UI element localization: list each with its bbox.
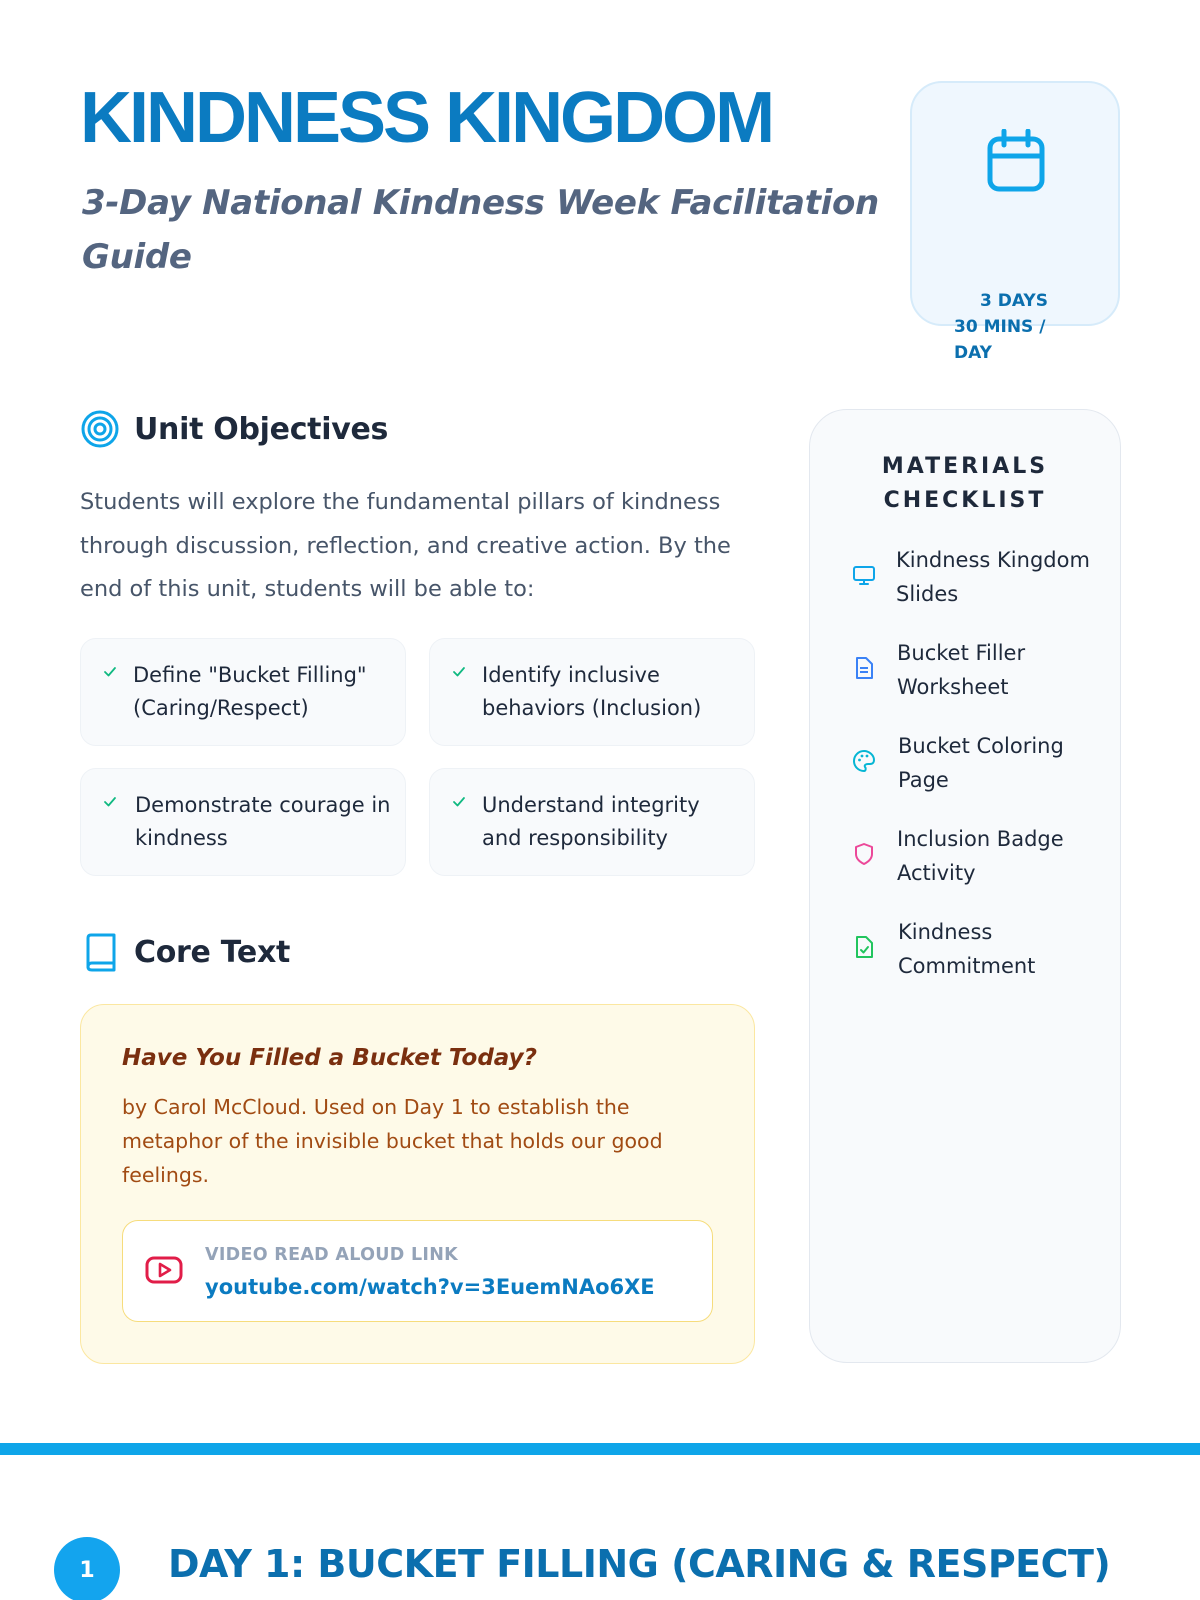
materials-checklist <box>809 409 1121 1363</box>
day-number-badge: 1 <box>54 1537 120 1600</box>
youtube-icon <box>145 1255 183 1285</box>
objective-card <box>429 768 755 876</box>
objective-card <box>80 768 406 876</box>
video-link-url[interactable]: youtube.com/watch?v=3EuemNAo6XE <box>205 1275 655 1299</box>
material-item <box>852 915 1112 987</box>
monitor-icon <box>852 563 876 587</box>
book-icon <box>80 932 120 972</box>
check-icon <box>452 795 466 809</box>
objective-card <box>80 638 406 746</box>
core-text-card <box>80 1004 755 1364</box>
check-icon <box>452 665 466 679</box>
book-description: by Carol McCloud. Used on Day 1 to establish the metaphor of the invisible bucket that holds our good feelings. <box>122 1095 663 1187</box>
page-title: KINDNESS KINGDOM <box>80 78 773 158</box>
target-icon <box>80 409 120 449</box>
core-text-heading-label: Core Text <box>134 934 291 970</box>
book-title: Have You Filled a Bucket Today? <box>122 1045 537 1071</box>
material-label: Inclusion Badge Activity <box>897 827 1064 885</box>
objectives-intro: Students will explore the fundamental pillars of kindness through discussion, reflection, and creative action. By the end of this unit, students will be able to: <box>80 489 731 602</box>
page-subtitle: 3-Day National Kindness Week Facilitation Guide <box>82 183 879 277</box>
file-check-icon <box>852 935 876 959</box>
video-link-label: VIDEO READ ALOUD LINK <box>205 1245 459 1265</box>
material-item <box>852 729 1112 801</box>
objective-text: Demonstrate courage in kindness <box>135 793 391 850</box>
objective-text: Define "Bucket Filling" (Caring/Respect) <box>133 663 367 720</box>
check-icon <box>103 665 117 679</box>
material-item <box>852 636 1112 708</box>
material-item <box>852 543 1112 615</box>
objectives-heading <box>80 409 388 449</box>
check-icon <box>103 795 117 809</box>
material-item <box>852 822 1112 894</box>
material-label: Bucket Coloring Page <box>898 734 1064 792</box>
calendar-icon <box>986 129 1046 193</box>
materials-heading: MATERIALS CHECKLIST <box>881 454 1049 513</box>
duration-days: 3 DAYS <box>980 291 1048 311</box>
day-title: DAY 1: BUCKET FILLING (CARING & RESPECT) <box>168 1542 1111 1586</box>
objectives-heading-label: Unit Objectives <box>134 411 389 447</box>
objective-card <box>429 638 755 746</box>
shield-icon <box>852 842 876 866</box>
objective-text: Identify inclusive behaviors (Inclusion) <box>482 663 702 720</box>
duration-time: 30 MINS / <box>954 317 1046 337</box>
section-divider <box>0 1443 1200 1455</box>
material-label: Kindness Kingdom Slides <box>896 548 1090 606</box>
material-label: Kindness Commitment <box>898 920 1036 978</box>
objective-text: Understand integrity and responsibility <box>482 793 700 850</box>
duration-card <box>910 81 1120 363</box>
palette-icon <box>852 749 876 773</box>
duration-time-unit: DAY <box>954 343 992 363</box>
material-label: Bucket Filler Worksheet <box>897 641 1026 699</box>
core-text-heading <box>80 932 290 972</box>
document-icon <box>852 656 876 680</box>
video-link-box[interactable] <box>122 1220 713 1322</box>
